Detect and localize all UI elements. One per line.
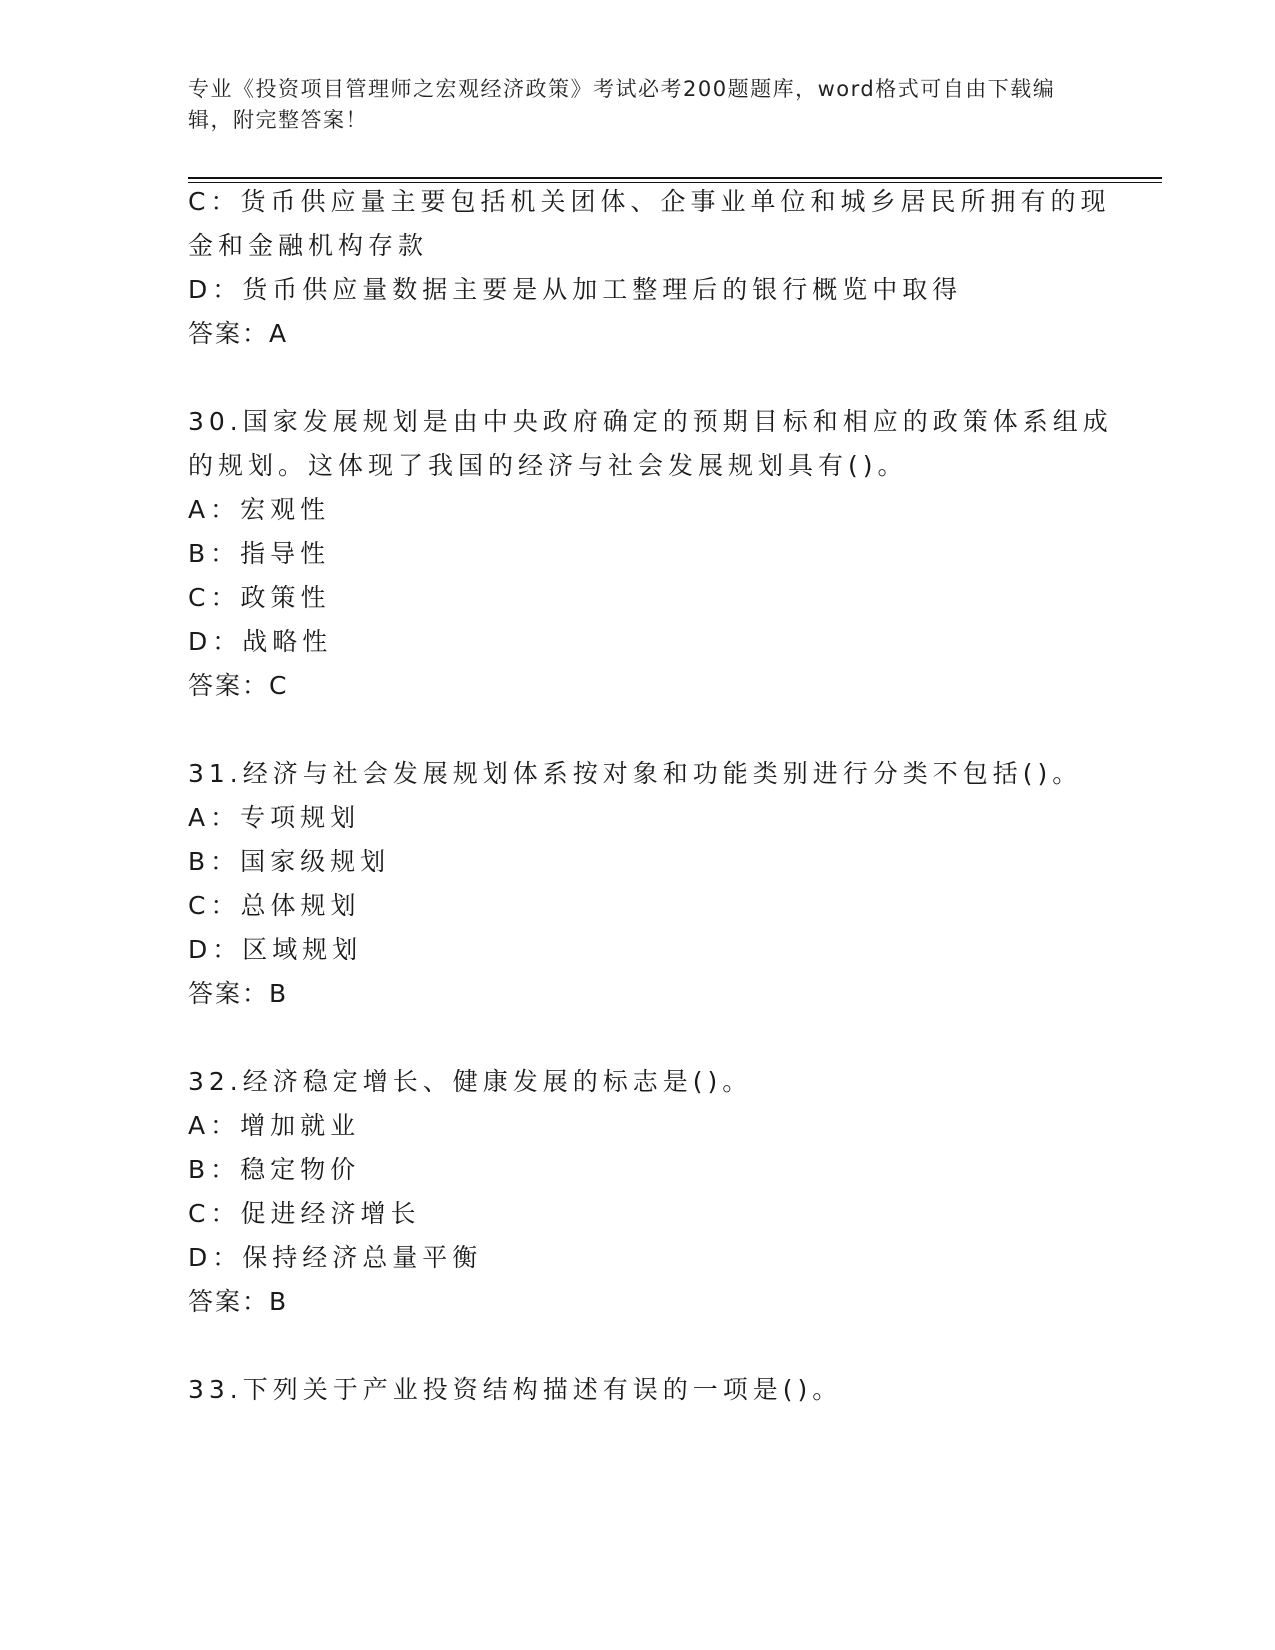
option-c-line-1: C：货币供应量主要包括机关团体、企事业单位和城乡居民所拥有的现 xyxy=(188,187,1111,216)
question-32-option-a: A：增加就业 xyxy=(188,1111,361,1140)
question-31-option-d: D：区域规划 xyxy=(188,935,363,964)
answer-32: 答案：B xyxy=(188,1287,289,1316)
question-31: 31.经济与社会发展规划体系按对象和功能类别进行分类不包括()。 xyxy=(188,759,1083,788)
question-32-option-d: D：保持经济总量平衡 xyxy=(188,1243,483,1272)
question-30-option-d: D：战略性 xyxy=(188,627,333,656)
option-d: D：货币供应量数据主要是从加工整理后的银行概览中取得 xyxy=(188,275,963,304)
answer-29: 答案：A xyxy=(188,319,289,348)
question-31-option-a: A：专项规划 xyxy=(188,803,361,832)
question-31-option-c: C：总体规划 xyxy=(188,891,361,920)
question-32-option-c: C：促进经济增长 xyxy=(188,1199,421,1228)
question-31-option-b: B：国家级规划 xyxy=(188,847,391,876)
question-32-option-b: B：稳定物价 xyxy=(188,1155,361,1184)
answer-31: 答案：B xyxy=(188,979,289,1008)
question-30-line-2: 的规划。这体现了我国的经济与社会发展规划具有()。 xyxy=(188,451,908,480)
document-header: 专业《投资项目管理师之宏观经济政策》考试必考200题题库，word格式可自由下载编辑，附完整答案！ xyxy=(188,77,1056,132)
answer-30: 答案：C xyxy=(188,671,289,700)
question-33: 33.下列关于产业投资结构描述有误的一项是()。 xyxy=(188,1375,843,1404)
question-32: 32.经济稳定增长、健康发展的标志是()。 xyxy=(188,1067,753,1096)
question-30-option-c: C：政策性 xyxy=(188,583,331,612)
header-divider-thin xyxy=(188,182,1162,183)
question-30-line-1: 30.国家发展规划是由中央政府确定的预期目标和相应的政策体系组成 xyxy=(188,407,1113,436)
question-30-option-b: B：指导性 xyxy=(188,539,331,568)
option-c-line-2: 金和金融机构存款 xyxy=(188,231,429,260)
header-divider-thick xyxy=(188,177,1162,179)
question-30-option-a: A：宏观性 xyxy=(188,495,331,524)
